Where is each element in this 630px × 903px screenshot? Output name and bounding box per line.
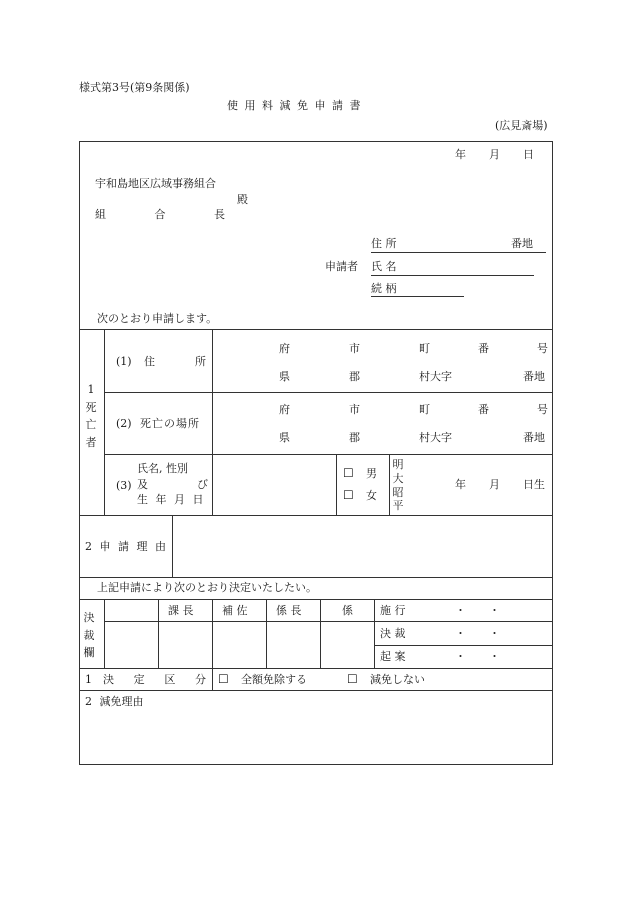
full-exemption-label: 全額免除する <box>241 673 307 686</box>
era-list <box>392 458 404 513</box>
rule-deceased-label <box>212 329 213 515</box>
addressee-honorific: 殿 <box>237 193 248 206</box>
addressee-org: 宇和島地区広域事務組合 <box>95 177 216 190</box>
address-village[interactable]: 村大字 <box>419 370 452 383</box>
personal-label-line2a: 及 <box>137 478 148 491</box>
rule-reason-top <box>79 515 553 516</box>
decision-label-char: 決 <box>103 673 114 686</box>
rule-approval-col1 <box>158 599 159 668</box>
rule-gender-right <box>389 454 390 515</box>
place-prefecture[interactable]: 府 <box>279 403 290 416</box>
approval-header-staff: 係 <box>342 604 353 617</box>
approval-row-dot: ・ <box>489 650 500 663</box>
reason-label: 2 申 請 理 由 <box>85 540 167 553</box>
place-city[interactable]: 市 <box>349 403 360 416</box>
address-house-number[interactable]: 号 <box>537 342 548 355</box>
approval-header-section-chief: 課 長 <box>168 604 194 617</box>
rule-place-top <box>104 392 553 393</box>
rule-approval-bottom <box>79 668 553 669</box>
place-block[interactable]: 番 <box>478 403 489 416</box>
date-day[interactable]: 日 <box>523 148 534 161</box>
male-label: 男 <box>366 467 377 480</box>
approval-label-char: 欄 <box>83 646 95 660</box>
rule-approval-col3 <box>266 599 267 668</box>
applicant-relation-field[interactable] <box>371 296 464 297</box>
personal-label-line2b: び <box>197 478 208 491</box>
address-block[interactable]: 番 <box>478 342 489 355</box>
addressee-title-char: 組 <box>95 208 106 221</box>
approval-row-dot: ・ <box>455 627 466 640</box>
approval-row-label: 施 行 <box>380 604 406 617</box>
decision-number: 1 <box>85 673 92 686</box>
facility-name: (広見斎場) <box>495 119 548 132</box>
approval-row-dot: ・ <box>489 604 500 617</box>
intro-text: 次のとおり申請します。 <box>97 312 218 325</box>
death-place-number: (2) <box>116 417 132 430</box>
deceased-section-char: 1 <box>87 383 95 396</box>
rule-approval-top <box>79 599 553 600</box>
approval-header-subsection-chief: 係 長 <box>276 604 302 617</box>
deceased-section-label <box>85 381 97 451</box>
place-prefecture-ken[interactable]: 県 <box>279 431 290 444</box>
rule-decision-label <box>212 668 213 690</box>
rule-deceased-section <box>104 329 105 515</box>
applicant-name-field[interactable] <box>371 275 534 276</box>
date-year[interactable]: 年 <box>455 148 466 161</box>
approval-label-char: 裁 <box>83 628 95 642</box>
era-taisho[interactable]: 大 <box>392 471 404 485</box>
applicant-address-label: 住 所 <box>371 237 397 250</box>
approval-label-char: 決 <box>83 611 95 624</box>
address-lot[interactable]: 番地 <box>523 370 545 383</box>
female-checkbox[interactable]: ☐ <box>343 488 354 502</box>
rule-approval-col4 <box>320 599 321 668</box>
no-exemption-checkbox[interactable]: ☐ <box>347 672 358 686</box>
rule-reason-label <box>172 515 173 577</box>
decision-intro: 上記申請により次のとおり決定いたしたい。 <box>97 581 317 594</box>
place-town[interactable]: 町 <box>419 403 430 416</box>
rule-deceased-top <box>79 329 553 330</box>
approval-row-dot: ・ <box>455 604 466 617</box>
applicant-relation-label: 続 柄 <box>371 282 397 295</box>
era-heisei[interactable]: 平 <box>392 499 404 513</box>
personal-label-line1: 氏名, 性別 <box>137 462 188 475</box>
deceased-address-label-char: 所 <box>195 355 206 368</box>
rule-approval-row <box>374 645 553 646</box>
reason-field[interactable] <box>174 517 550 575</box>
applicant-address-field[interactable] <box>371 252 546 253</box>
exemption-reason-field[interactable] <box>81 712 549 761</box>
address-district[interactable]: 郡 <box>349 370 360 383</box>
approval-row-label: 起 案 <box>380 650 406 663</box>
full-exemption-checkbox[interactable]: ☐ <box>218 672 229 686</box>
birth-day[interactable]: 日生 <box>523 478 545 491</box>
place-house-number[interactable]: 号 <box>537 403 548 416</box>
era-meiji[interactable]: 明 <box>392 458 404 471</box>
rule-personal-top <box>104 454 553 455</box>
deceased-address-label <box>144 356 206 367</box>
rule-approval-col5 <box>374 599 375 668</box>
rule-approval-section <box>104 599 105 668</box>
approval-header-assistant: 補 佐 <box>222 604 248 617</box>
address-town[interactable]: 町 <box>419 342 430 355</box>
address-city[interactable]: 市 <box>349 342 360 355</box>
place-village[interactable]: 村大字 <box>419 431 452 444</box>
addressee-title-char: 長 <box>214 208 225 221</box>
personal-label-line3: 生 年 月 日 <box>137 493 206 506</box>
form-title: 使 用 料 減 免 申 請 書 <box>227 99 361 112</box>
applicant-address-suffix: 番地 <box>511 237 533 250</box>
approval-row-dot: ・ <box>455 650 466 663</box>
decision-label-char: 区 <box>164 673 176 686</box>
death-place-label: 死亡の場所 <box>140 417 200 430</box>
approval-section-label <box>83 609 95 662</box>
deceased-section-char: 死 <box>85 400 97 414</box>
rule-decision-bottom <box>79 690 553 691</box>
exemption-reason-label: 2 減免理由 <box>85 695 144 708</box>
deceased-address-number: (1) <box>116 355 132 368</box>
decision-label-char: 分 <box>194 673 206 686</box>
deceased-address-label-char: 住 <box>144 355 155 368</box>
rule-approval-header <box>104 621 553 622</box>
approval-row-dot: ・ <box>489 627 500 640</box>
birth-month[interactable]: 月 <box>489 478 500 491</box>
form-frame <box>79 141 553 765</box>
rule-gender-left <box>336 454 337 515</box>
birth-year[interactable]: 年 <box>455 478 466 491</box>
addressee-title <box>95 209 225 220</box>
applicant-label: 申請者 <box>325 260 358 273</box>
form-number: 様式第3号(第9条関係) <box>79 81 190 94</box>
approval-row-label: 決 裁 <box>380 627 406 640</box>
rule-reason-bottom <box>79 577 553 578</box>
address-prefecture-ken[interactable]: 県 <box>279 370 290 383</box>
female-label: 女 <box>366 489 377 502</box>
era-showa[interactable]: 昭 <box>392 485 404 499</box>
deceased-section-char: 者 <box>85 435 97 449</box>
decision-label-char: 定 <box>133 673 145 686</box>
addressee-title-char: 合 <box>154 208 166 221</box>
applicant-name-label: 氏 名 <box>371 260 397 273</box>
decision-label <box>103 674 206 685</box>
male-checkbox[interactable]: ☐ <box>343 466 354 480</box>
date-month[interactable]: 月 <box>489 148 500 161</box>
rule-approval-col2 <box>212 599 213 668</box>
no-exemption-label: 減免しない <box>370 673 425 686</box>
place-lot[interactable]: 番地 <box>523 431 545 444</box>
personal-number: (3) <box>116 479 132 492</box>
deceased-section-char: 亡 <box>85 418 97 432</box>
place-district[interactable]: 郡 <box>349 431 360 444</box>
address-prefecture[interactable]: 府 <box>279 342 290 355</box>
